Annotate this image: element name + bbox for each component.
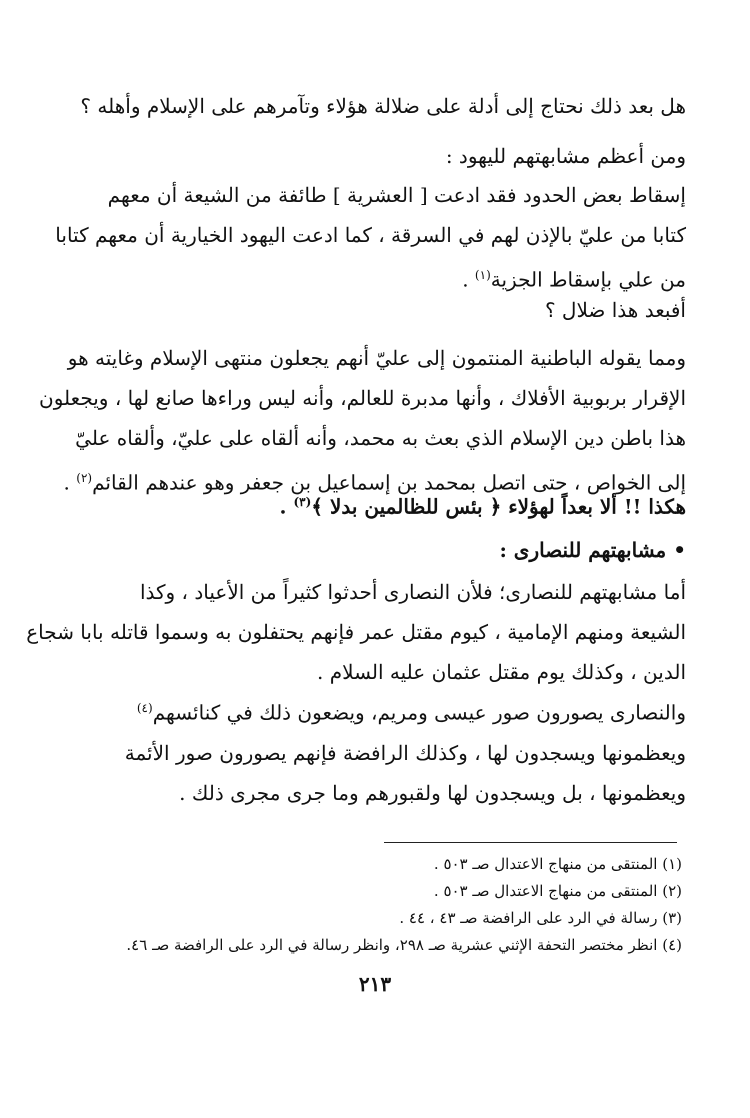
- text-line: [66, 482, 686, 527]
- line-end: .: [279, 494, 294, 519]
- text-line: إسقاط بعض الحدود فقد ادعت [ العشرية ] طائفة من الشيعة أن معهم: [107, 183, 686, 207]
- paragraph: [26, 572, 686, 692]
- footnote-ref: (٤): [136, 701, 153, 715]
- text-line: أما مشابهتهم للنصارى؛ فلأن النصارى أحدثوا كثيراً من الأعياد ، وكذا: [139, 580, 686, 604]
- text-line: هل بعد ذلك نحتاج إلى أدلة على ضلالة هؤلاء وتآمرهم على الإسلام وأهله ؟: [80, 94, 686, 118]
- line-text: من علي بإسقاط الجزية: [490, 267, 686, 292]
- paragraph: [66, 136, 686, 176]
- paragraph: [66, 688, 686, 813]
- heading-text: • مشابهتهم للنصارى :: [499, 538, 686, 562]
- text-line: ومن أعظم مشابهتهم لليهود :: [445, 144, 686, 168]
- footnote: (٣) رسالة في الرد على الرافضة صـ ٤٣ ، ٤٤ .: [399, 909, 682, 927]
- text-line: الدين ، وكذلك يوم مقتل عثمان عليه السلام .: [317, 660, 686, 684]
- text-line: ويعظمونها ويسجدون لها ، وكذلك الرافضة فإنهم يصورون صور الأئمة: [124, 740, 686, 765]
- text-line: أفبعد هذا ضلال ؟: [544, 298, 686, 322]
- paragraph: [55, 175, 686, 300]
- footnote: (٤) انظر مختصر التحفة الإثني عشرية صـ ٢٩٨، وانظر رسالة في الرد على الرافضة صـ ٤٦.: [126, 936, 682, 954]
- section-heading: [66, 530, 686, 570]
- text-line: الإقرار بربوبية الأفلاك ، وأنها مدبرة للعالم، وأنه ليس وراءها صانع لها ، ويجعلون: [39, 386, 686, 410]
- text-line: هذا باطن دين الإسلام الذي بعث به محمد، وأنه ألقاه على عليّ، وألقاه عليّ: [75, 426, 686, 450]
- paragraph: [66, 482, 686, 527]
- line-text: والنصارى يصورون صور عيسى ومريم، ويضعون ذلك في كنائسهم: [152, 700, 686, 725]
- text-line: ويعظمونها ، بل ويسجدون لها ولقبورهم وما جرى مجرى ذلك .: [179, 780, 686, 805]
- line-end: .: [462, 267, 475, 292]
- line-end: .: [63, 470, 77, 495]
- text-line: [66, 688, 686, 733]
- footnote-ref: (٢): [76, 471, 93, 485]
- page-number: ٢١٣: [358, 972, 392, 996]
- footnote-ref: (٣): [293, 495, 312, 509]
- line-text: هكذا !! ألا بعداً لهؤلاء ﴿ بئس للظالمين بدلا ﴾: [311, 494, 686, 519]
- footnote-divider: [384, 842, 677, 843]
- text-line: كتابا من عليّ بالإذن لهم في السرقة ، كما ادعت اليهود الخيارية أن معهم كتابا: [55, 223, 686, 247]
- paragraph: [66, 86, 686, 126]
- footnote-ref: (١): [474, 268, 491, 282]
- paragraph: [66, 290, 686, 330]
- text-line: الشيعة ومنهم الإمامية ، كيوم مقتل عمر فإنهم يحتفلون به وسموا قاتله بابا شجاع: [26, 620, 686, 644]
- line-text: إلى الخواص ، حتى اتصل بمحمد بن إسماعيل بن جعفر وهو عندهم القائم: [92, 470, 686, 495]
- text-line: ومما يقوله الباطنية المنتمون إلى عليّ أنهم يجعلون منتهى الإسلام وغايته هو: [67, 346, 686, 370]
- paragraph: [39, 338, 686, 503]
- footnote: (١) المنتقى من منهاج الاعتدال صـ ٥٠٣ .: [433, 855, 682, 873]
- footnote: (٢) المنتقى من منهاج الاعتدال صـ ٥٠٣ .: [433, 882, 682, 900]
